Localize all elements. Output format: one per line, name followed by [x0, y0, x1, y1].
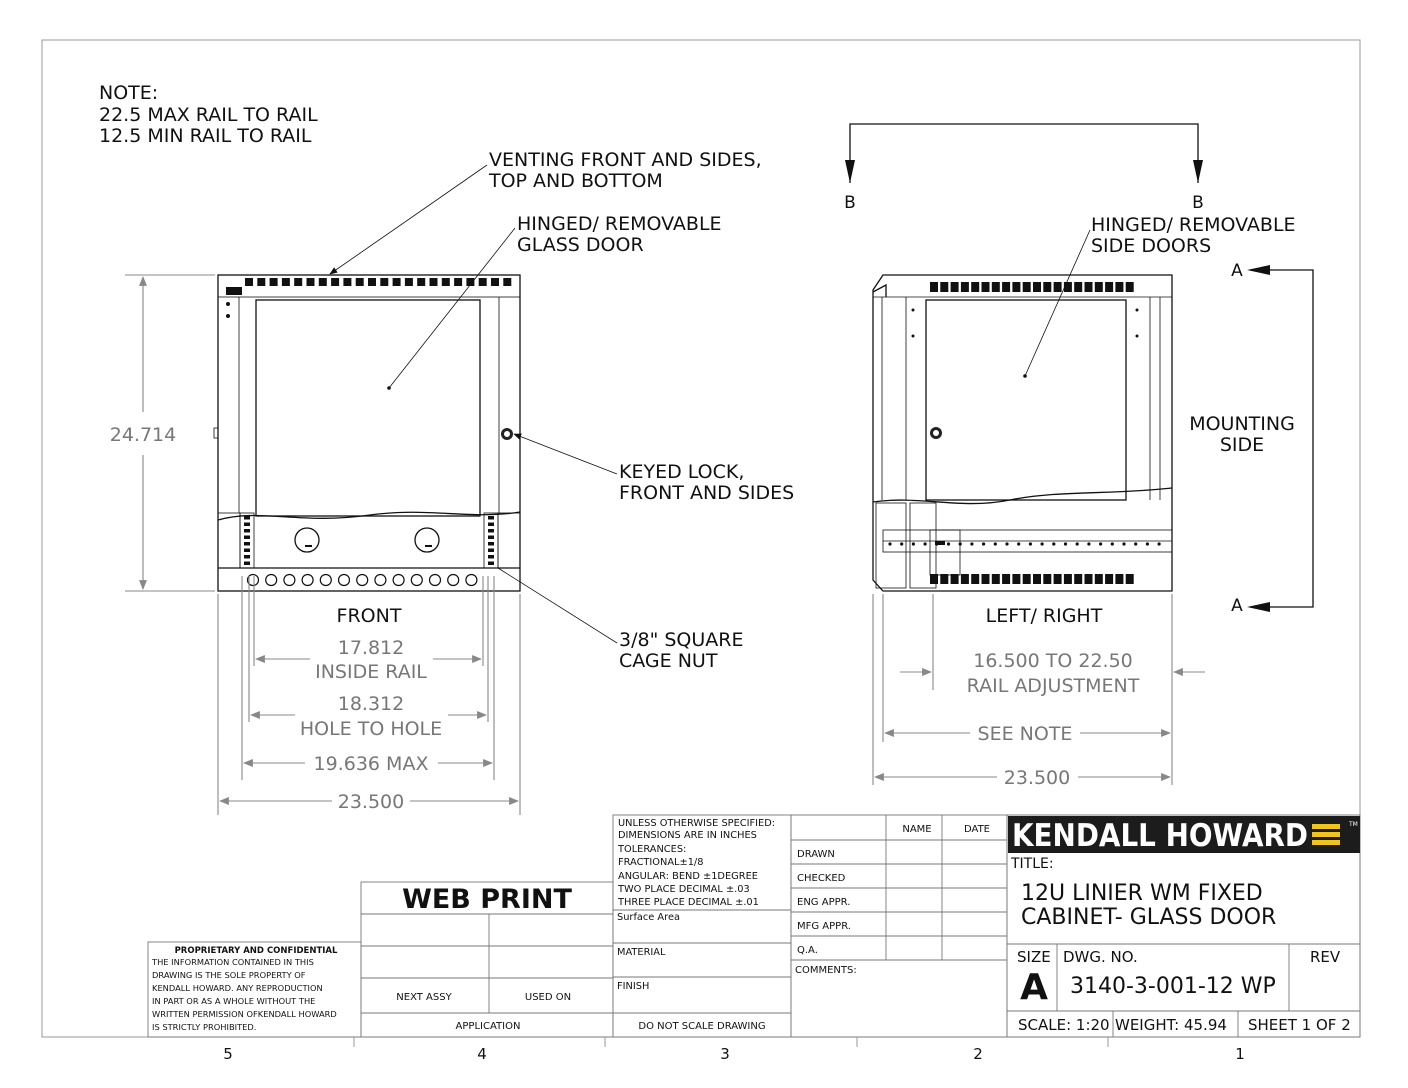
vent-slot [1085, 574, 1093, 584]
vent-slot [257, 278, 265, 286]
rail-hole [900, 542, 903, 545]
side-door-panel [926, 300, 1126, 500]
rail-slot [244, 516, 250, 520]
proprietary-line: THE INFORMATION CONTAINED IN THIS [152, 957, 314, 967]
callout-glass-door-line2: GLASS DOOR [517, 234, 644, 256]
rail-hole [1052, 542, 1055, 545]
vent-slot [1002, 282, 1010, 292]
proprietary-title: PROPRIETARY AND CONFIDENTIAL [174, 946, 338, 956]
date-header: DATE [963, 824, 991, 835]
rail-hole [284, 575, 295, 586]
spec-line: THREE PLACE DECIMAL ±.01 [618, 897, 759, 908]
vent-slot [454, 278, 462, 286]
rev-label: REV [1310, 948, 1341, 966]
vent-slot [992, 282, 1000, 292]
rail-slot [488, 523, 494, 527]
vent-slot [1002, 574, 1010, 584]
rail-hole [935, 542, 938, 545]
vent-slot [961, 574, 969, 584]
note-min-rail: 12.5 MIN RAIL TO RAIL [99, 125, 312, 147]
callout-side-doors-line1: HINGED/ REMOVABLE [1091, 214, 1296, 236]
rail-slot [488, 529, 494, 533]
rail-hole [947, 542, 950, 545]
callout-side-doors-line2: SIDE DOORS [1091, 235, 1212, 257]
rail-hole [266, 575, 277, 586]
spec-line: TWO PLACE DECIMAL ±.03 [618, 884, 750, 895]
vent-slot [1095, 282, 1103, 292]
rail-hole [888, 542, 891, 545]
vent-slot [951, 574, 959, 584]
dim-rail-adj-label: RAIL ADJUSTMENT [966, 675, 1140, 697]
logo-stripes-icon [1312, 824, 1340, 845]
rail-hole [1087, 542, 1090, 545]
rail-hole [320, 575, 331, 586]
spec-line: DIMENSIONS ARE IN INCHES [618, 830, 757, 841]
front-top-vents [245, 278, 511, 286]
rail-hole [1064, 542, 1067, 545]
vent-slot [1105, 282, 1113, 292]
vent-slot [405, 278, 413, 286]
rail-hole [1111, 542, 1114, 545]
callout-cage-nut-line2: CAGE NUT [619, 650, 718, 672]
logo-text: KENDALL HOWARD [1012, 818, 1308, 854]
vent-slot [1043, 282, 1051, 292]
rail-hole [959, 542, 962, 545]
rail-hole [1099, 542, 1102, 545]
dim-inside-rail-value: 17.812 [337, 637, 405, 659]
qa-label: Q.A. [797, 945, 818, 956]
comments-label: COMMENTS: [795, 965, 857, 976]
dim-side-width: 23.500 [1003, 767, 1071, 789]
rail-hole [1122, 542, 1125, 545]
vent-slot [1033, 282, 1041, 292]
rail-slot [244, 523, 250, 527]
front-view [214, 275, 520, 591]
vent-slot [1115, 574, 1123, 584]
rail-hole [912, 542, 915, 545]
rail-hole [970, 542, 973, 545]
eng-appr-label: ENG APPR. [797, 897, 851, 908]
spec-line: ANGULAR: BEND ±1DEGREE [618, 871, 758, 882]
vent-slot [982, 282, 990, 292]
rail-hole [1146, 542, 1149, 545]
rail-slot [244, 542, 250, 546]
vent-slot [1105, 574, 1113, 584]
callout-venting-line1: VENTING FRONT AND SIDES, [489, 149, 762, 171]
weight-label: WEIGHT: 45.94 [1115, 1016, 1227, 1034]
vent-slot [319, 278, 327, 286]
vent-slot [343, 278, 351, 286]
view-label-front: FRONT [336, 605, 402, 627]
section-mark-b-right: B [1192, 193, 1204, 213]
dim-height: 24.714 [109, 424, 177, 446]
rail-hole [448, 575, 459, 586]
vent-slot [503, 278, 511, 286]
vent-slot [1126, 574, 1134, 584]
callout-lock-line2: FRONT AND SIDES [619, 482, 795, 504]
vent-slot [1033, 574, 1041, 584]
rail-hole [1005, 542, 1008, 545]
dim-front-width: 23.500 [337, 791, 405, 813]
rail-hole [1076, 542, 1079, 545]
vent-slot [368, 278, 376, 286]
size-value: A [1020, 967, 1048, 1008]
rail-slot [488, 549, 494, 553]
note-title: NOTE: [99, 82, 159, 104]
vent-slot [982, 574, 990, 584]
title-line1: 12U LINIER WM FIXED [1021, 881, 1263, 906]
side-rail-holes [888, 542, 1160, 545]
callout-mounting-line1: MOUNTING [1189, 413, 1295, 435]
vent-slot [442, 278, 450, 286]
spec-line: FRACTIONAL±1/8 [618, 857, 704, 868]
rail-hole [430, 575, 441, 586]
vent-slot [245, 278, 253, 286]
rail-slot [488, 536, 494, 540]
front-bottom-holes [248, 575, 477, 586]
vent-slot [356, 278, 364, 286]
title-label: TITLE: [1011, 856, 1054, 872]
vent-slot [307, 278, 315, 286]
dim-inside-rail-label: INSIDE RAIL [315, 661, 427, 683]
side-cabinet-outline [873, 275, 1172, 591]
vent-slot [1012, 574, 1020, 584]
dim-hole-label: HOLE TO HOLE [299, 718, 443, 740]
callout-leaders [330, 124, 1313, 643]
rail-slot [488, 516, 494, 520]
vent-slot [1126, 282, 1134, 292]
used-on-label: USED ON [524, 992, 572, 1003]
vent-slot [1095, 574, 1103, 584]
rail-hole [982, 542, 985, 545]
rail-slot [244, 549, 250, 553]
vent-slot [971, 282, 979, 292]
web-print-label: WEB PRINT [402, 884, 572, 915]
rail-slot [488, 542, 494, 546]
spec-line: UNLESS OTHERWISE SPECIFIED: [618, 818, 776, 829]
rail-hole [393, 575, 404, 586]
dim-see-note: SEE NOTE [977, 723, 1073, 745]
zone-label: 4 [477, 1045, 487, 1063]
rail-hole [466, 575, 477, 586]
vent-slot [1054, 574, 1062, 584]
rail-hole [994, 542, 997, 545]
dim-rail-adj-value: 16.500 TO 22.50 [973, 650, 1133, 672]
proprietary-line: DRAWING IS THE SOLE PROPERTY OF [152, 970, 306, 980]
rail-slot [244, 529, 250, 533]
vent-slot [417, 278, 425, 286]
proprietary-line: IS STRICTLY PROHIBITED. [152, 1022, 257, 1032]
vent-slot [270, 278, 278, 286]
drawn-label: DRAWN [797, 849, 835, 860]
rail-hole [339, 575, 350, 586]
logo-tm: TM [1349, 821, 1358, 828]
zone-label: 3 [720, 1045, 730, 1063]
rail-hole [375, 575, 386, 586]
vent-slot [393, 278, 401, 286]
title-block [148, 815, 1360, 1037]
view-label-side: LEFT/ RIGHT [985, 605, 1103, 627]
note-block [99, 82, 318, 147]
rail-slot [244, 536, 250, 540]
dwg-no-value: 3140-3-001-12 WP [1070, 974, 1276, 999]
vent-slot [1115, 282, 1123, 292]
mfg-appr-label: MFG APPR. [797, 921, 851, 932]
vent-slot [282, 278, 290, 286]
rail-slot [244, 555, 250, 559]
proprietary-line: KENDALL HOWARD. ANY REPRODUCTION [152, 983, 323, 993]
next-assy-label: NEXT ASSY [396, 992, 452, 1003]
vent-slot [951, 282, 959, 292]
rail-slot [488, 562, 494, 566]
rail-hole [1029, 542, 1032, 545]
vent-slot [1054, 282, 1062, 292]
callout-venting-line2: TOP AND BOTTOM [489, 170, 663, 192]
rail-slot [488, 555, 494, 559]
size-label: SIZE [1017, 948, 1051, 966]
side-view [873, 275, 1172, 591]
vent-slot [479, 278, 487, 286]
callout-mounting-line2: SIDE [1219, 434, 1265, 456]
proprietary-line: WRITTEN PERMISSION OFKENDALL HOWARD [152, 1009, 337, 1019]
dim-hole-value: 18.312 [337, 693, 405, 715]
checked-label: CHECKED [797, 873, 846, 884]
vent-slot [961, 282, 969, 292]
do-not-scale-label: DO NOT SCALE DRAWING [638, 1021, 766, 1032]
section-mark-b-left: B [844, 193, 856, 213]
surface-area-label: Surface Area [617, 912, 680, 923]
vent-slot [430, 278, 438, 286]
finish-label: FINISH [617, 981, 650, 992]
vent-slot [491, 278, 499, 286]
vent-slot [1023, 282, 1031, 292]
rail-hole [1017, 542, 1020, 545]
material-label: MATERIAL [617, 947, 666, 958]
rail-hole [924, 542, 927, 545]
zone-label: 1 [1235, 1045, 1245, 1063]
vent-slot [992, 574, 1000, 584]
title-line2: CABINET- GLASS DOOR [1021, 905, 1277, 930]
zone-markers [223, 1037, 1245, 1063]
proprietary-line: IN PART OR AS A WHOLE WITHOUT THE [152, 996, 316, 1006]
vent-slot [294, 278, 302, 286]
section-mark-a-top: A [1231, 261, 1243, 281]
dwg-no-label: DWG. NO. [1063, 948, 1138, 966]
vent-slot [1012, 282, 1020, 292]
vent-slot [930, 282, 938, 292]
rail-hole [357, 575, 368, 586]
vent-slot [940, 282, 948, 292]
vent-slot [930, 574, 938, 584]
rail-hole [1134, 542, 1137, 545]
vent-slot [1043, 574, 1051, 584]
vent-slot [1064, 282, 1072, 292]
dim-max-width: 19.636 MAX [313, 753, 429, 775]
zone-label: 2 [973, 1045, 983, 1063]
zone-label: 5 [223, 1045, 233, 1063]
side-bottom-vents [930, 574, 1134, 584]
rail-hole [302, 575, 313, 586]
vent-slot [971, 574, 979, 584]
side-top-vents [930, 282, 1134, 292]
scale-label: SCALE: 1:20 [1018, 1016, 1110, 1034]
vent-slot [940, 574, 948, 584]
section-mark-a-bottom: A [1231, 596, 1243, 616]
rail-hole [1041, 542, 1044, 545]
vent-slot [1064, 574, 1072, 584]
rail-slot [244, 562, 250, 566]
vent-slot [1074, 574, 1082, 584]
callout-lock-line1: KEYED LOCK, [619, 461, 745, 483]
vent-slot [380, 278, 388, 286]
front-glass-door [256, 300, 480, 516]
spec-line: TOLERANCES: [618, 844, 687, 855]
front-cabinet-outline [218, 275, 520, 591]
rail-hole [411, 575, 422, 586]
callout-glass-door-line1: HINGED/ REMOVABLE [517, 213, 722, 235]
vent-slot [1074, 282, 1082, 292]
application-label: APPLICATION [455, 1021, 521, 1032]
name-header: NAME [902, 824, 932, 835]
callout-cage-nut-line1: 3/8" SQUARE [619, 629, 744, 651]
vent-slot [1023, 574, 1031, 584]
front-rail-holes [244, 516, 494, 565]
sheet-label: SHEET 1 OF 2 [1248, 1016, 1351, 1034]
vent-slot [1085, 282, 1093, 292]
rail-hole [1158, 542, 1161, 545]
vent-slot [331, 278, 339, 286]
note-max-rail: 22.5 MAX RAIL TO RAIL [99, 104, 318, 126]
